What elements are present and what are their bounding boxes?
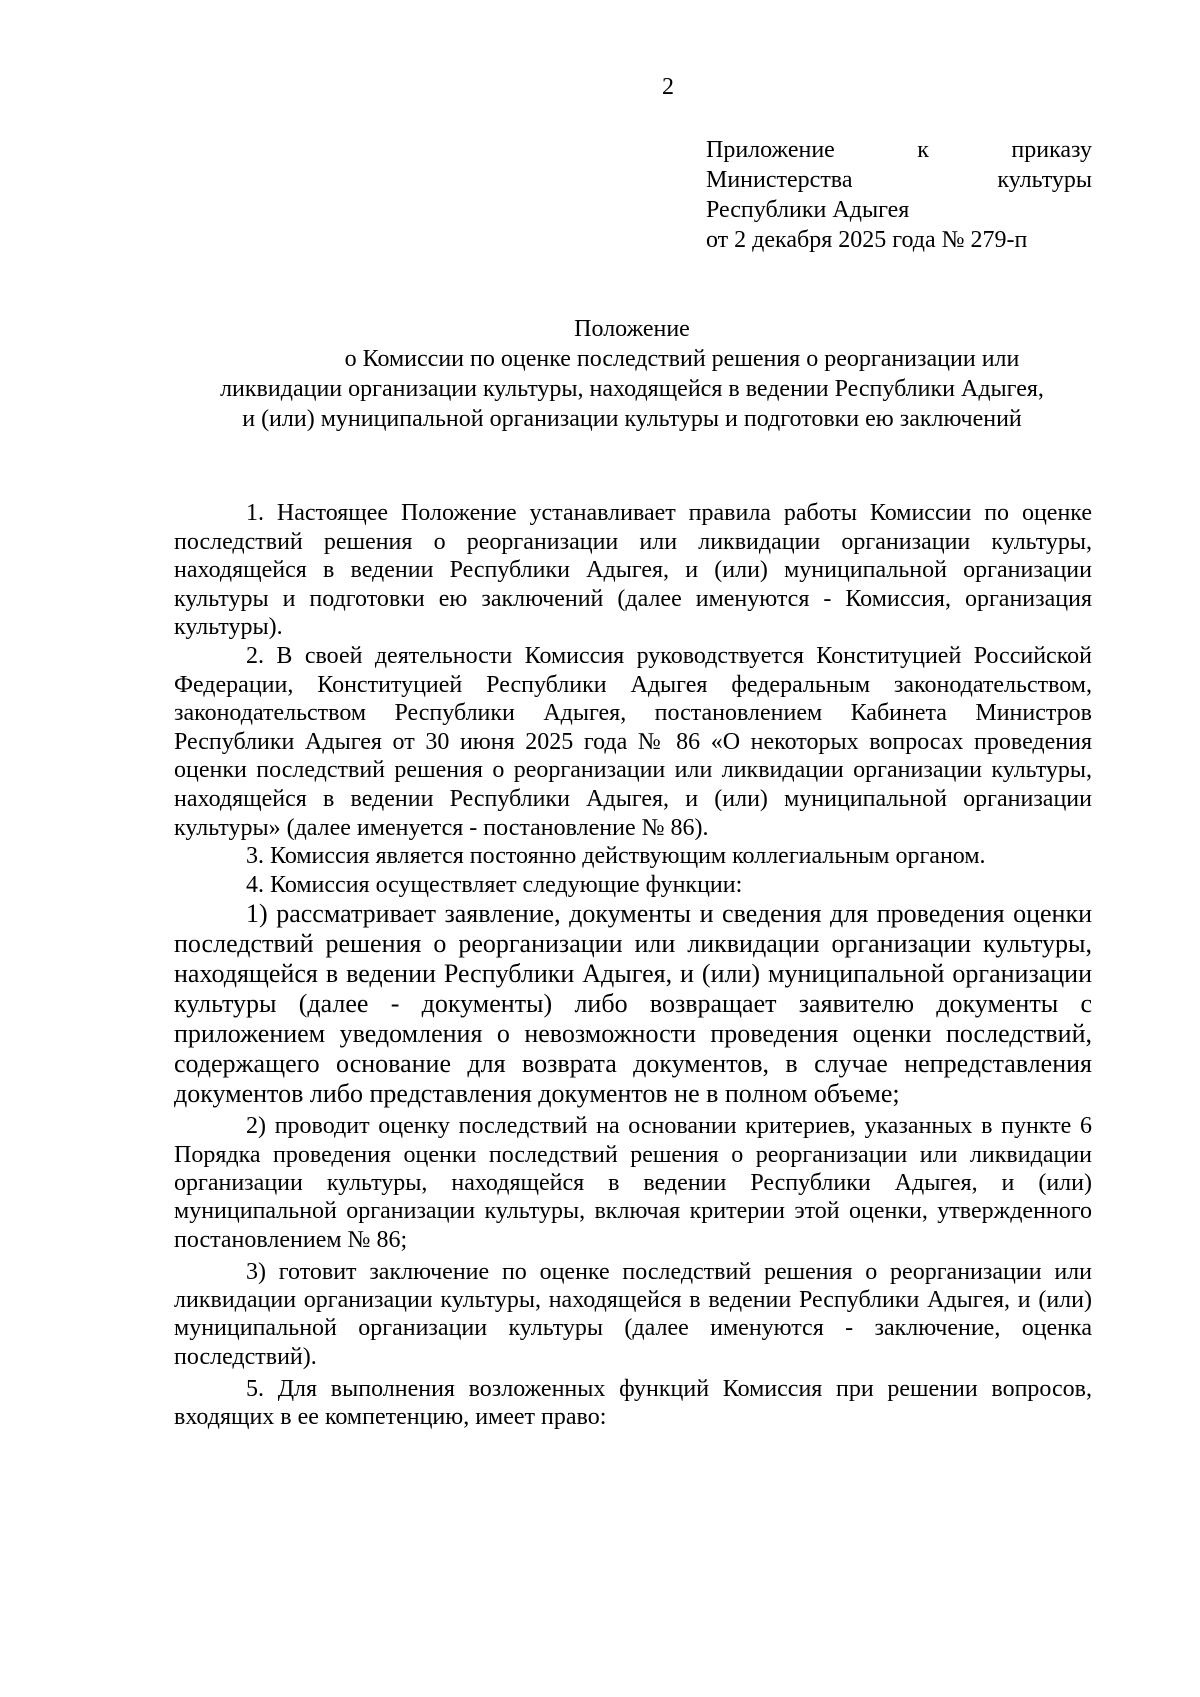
document-title (172, 314, 1092, 434)
title-line-1: о Комиссии по оценке последствий решения о реорганизации или (344, 346, 1020, 372)
paragraph-4: 4. Комиссия осуществляет следующие функции: (246, 871, 743, 898)
page-number: 2 (662, 74, 674, 100)
attachment-line-4: от 2 декабря 2025 года № 279-п (706, 227, 1028, 253)
attachment-line-3: Республики Адыгея (706, 197, 910, 223)
attachment-line-1: Приложение к приказу (706, 137, 1092, 163)
title-line-2: ликвидации организации культуры, находящейся в ведении Республики Адыгея, (220, 376, 1044, 402)
attachment-line-2: Министерства культуры (706, 167, 1092, 193)
attachment-block (706, 135, 1092, 255)
paragraph-4-item-3: 3) готовит заключение по оценке последствий решения о реорганизации или ликвидации организации культуры, находящейся в ведении Республики Адыгея, и (или) муниципальной организации культуры (далее именуются - заключение, оценка последствий). (174, 1258, 1092, 1370)
paragraph-1: 1. Настоящее Положение устанавливает правила работы Комиссии по оценке последствий решения о реорганизации или ликвидации организации культуры, находящейся в ведении Республики Адыгея, и (или) муниципальной организации культуры и подготовки ею заключений (далее именуются - Комиссия, организация культуры). (174, 500, 1092, 641)
paragraph-3: 3. Комиссия является постоянно действующим коллегиальным органом. (246, 843, 986, 870)
paragraph-2: 2. В своей деятельности Комиссия руководствуется Конституцией Российской Федерации, Конституцией Республики Адыгея федеральным законодательством, законодательством Республики Адыгея, постановлением Кабинета Министров Республики Адыгея от 30 июня 2025 года № 86 «О некоторых вопросах проведения оценки последствий решения о реорганизации или ликвидации организации культуры, находящейся в ведении Республики Адыгея, и (или) муниципальной организации культуры» (далее именуется - постановление № 86). (174, 642, 1092, 841)
document-body (174, 499, 1092, 1436)
paragraph-4-item-1: 1) рассматривает заявление, документы и сведения для проведения оценки последствий решения о реорганизации или ликвидации организации культуры, находящейся в ведении Республики Адыгея, и (или) муниципальной организации культуры (далее - документы) либо возвращает заявителю документы с приложением уведомления о невозможности проведения оценки последствий, содержащего основание для возврата документов, в случае непредставления документов либо представления документов не в полном объеме; (174, 899, 1092, 1109)
paragraph-5: 5. Для выполнения возложенных функций Комиссия при решении вопросов, входящих в ее компетенцию, имеет право: (174, 1375, 1092, 1431)
paragraph-4-item-2: 2) проводит оценку последствий на основании критериев, указанных в пункте 6 Порядка проведения оценки последствий решения о реорганизации или ликвидации организации культуры, находящейся в ведении Республики Адыгея, и (или) муниципальной организации культуры, включая критерии этой оценки, утвержденного постановлением № 86; (174, 1113, 1092, 1253)
title-heading: Положение (574, 316, 690, 342)
title-line-3: и (или) муниципальной организации культуры и подготовки ею заключений (242, 406, 1022, 432)
